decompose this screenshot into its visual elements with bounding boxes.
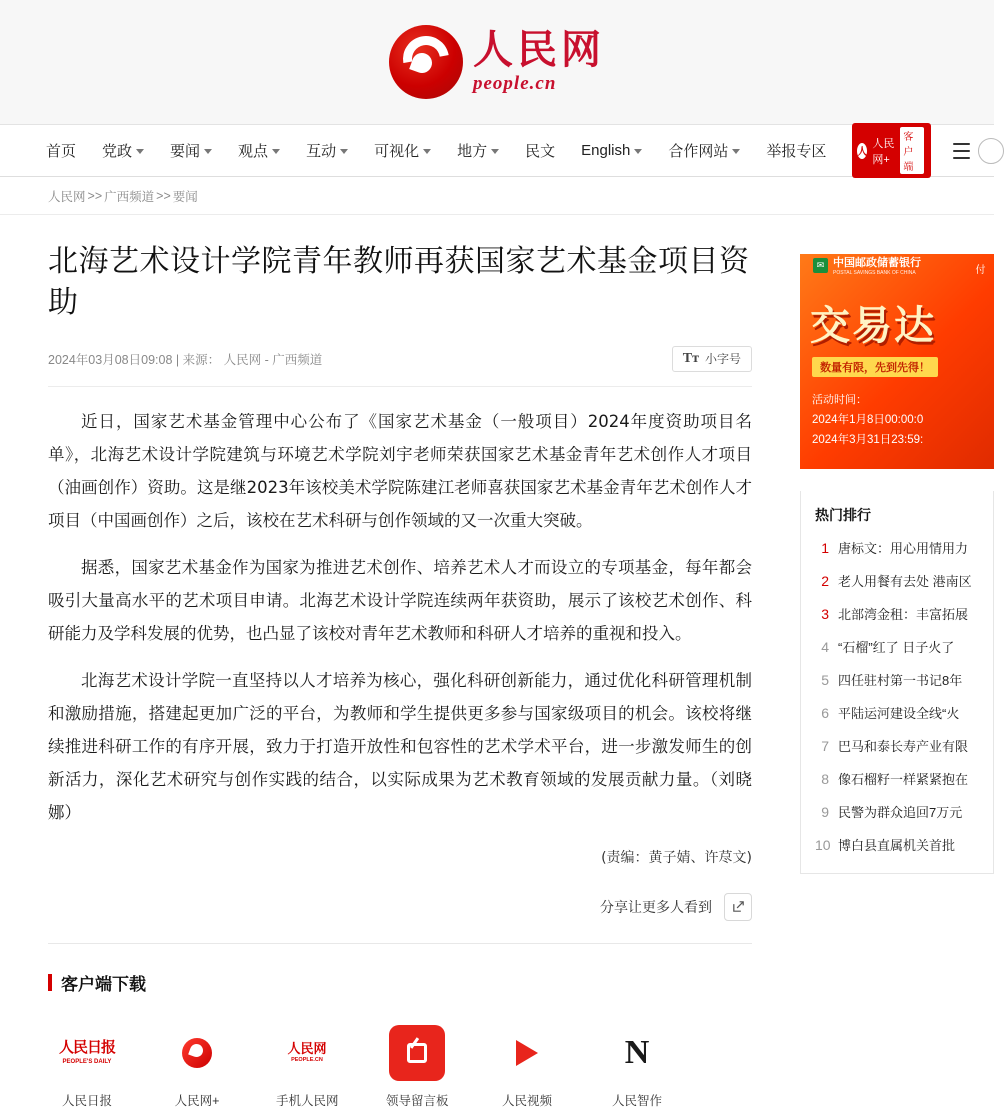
- list-item[interactable]: [801, 663, 993, 696]
- people-video-icon: [499, 1025, 555, 1081]
- nav-label: 要闻: [170, 143, 201, 160]
- hot-ranking-heading: 热门排行: [815, 508, 871, 524]
- site-logo[interactable]: [389, 25, 605, 99]
- article-date: 2024年03月08日09:08: [48, 352, 173, 367]
- list-item[interactable]: [801, 564, 993, 597]
- search-icon[interactable]: [978, 138, 1004, 164]
- app-badge-sub: 客户端: [900, 127, 924, 174]
- list-item[interactable]: [801, 729, 993, 762]
- font-size-button[interactable]: [672, 346, 752, 372]
- peoples-daily-icon: [59, 1025, 115, 1081]
- article-editor-line: (责编：黄子婧、许荩文): [601, 849, 752, 866]
- list-item[interactable]: [801, 696, 993, 729]
- chevron-down-icon: [634, 149, 642, 154]
- breadcrumb-separator: >>: [156, 188, 171, 203]
- breadcrumb: [0, 177, 994, 215]
- app-download-badge[interactable]: [852, 123, 931, 178]
- nav-item-7[interactable]: [525, 140, 555, 161]
- rank-number: 10: [815, 836, 831, 853]
- bank-logo-icon: ✉: [813, 258, 828, 273]
- nav-label: 互动: [306, 143, 337, 160]
- ad-bank-name: [813, 254, 994, 276]
- font-size-icon: Tᴛ: [682, 350, 699, 366]
- nav-label: 观点: [238, 143, 269, 160]
- article-paragraph: 据悉，国家艺术基金作为国家为推进艺术创作、培养艺术人才而设立的专项基金，每年都会吸引大量高水平的艺术项目申请。北海艺术设计学院连续两年获资助，展示了该校艺术创作、科研能力及学科发展的优势，也凸显了该校对青年艺术教师和科研人才培养的重视和投入。: [48, 557, 752, 643]
- sidebar-advertisement[interactable]: [800, 254, 994, 469]
- list-item[interactable]: [801, 531, 993, 564]
- download-item-label: 人民日报: [61, 1093, 112, 1108]
- chevron-down-icon: [732, 149, 740, 154]
- ad-time-end: 2024年3月31日23:59:: [812, 434, 924, 446]
- logo-title-cn: 人民网: [473, 27, 605, 73]
- list-item[interactable]: [801, 630, 993, 663]
- chevron-down-icon: [423, 149, 431, 154]
- list-item[interactable]: [801, 795, 993, 828]
- article-meta: [48, 350, 322, 368]
- download-item-label: 领导留言板: [386, 1093, 449, 1108]
- sidebar: [800, 215, 994, 1109]
- download-item-mobile-people[interactable]: [276, 1025, 338, 1109]
- nav-item-0[interactable]: [46, 140, 76, 161]
- page-title: 北海艺术设计学院青年教师再获国家艺术基金项目资助: [48, 244, 750, 321]
- rank-number: 8: [821, 770, 829, 787]
- meta-divider: |: [175, 352, 180, 367]
- rank-number: 6: [821, 704, 829, 721]
- share-icon[interactable]: [724, 893, 752, 921]
- download-item-people-plus[interactable]: [166, 1025, 228, 1109]
- share-row: [48, 893, 752, 944]
- breadcrumb-separator: >>: [87, 188, 103, 203]
- rank-number: 4: [821, 638, 829, 655]
- download-heading-label: 客户端下载: [61, 974, 146, 995]
- app-badge-label: 人民网+: [872, 137, 895, 166]
- download-item-peoples-daily[interactable]: [56, 1025, 118, 1109]
- article-source: 人民网 - 广西频道: [223, 352, 323, 367]
- rank-title: 老人用餐有去处 港南区: [838, 574, 972, 589]
- logo-text: [473, 29, 605, 95]
- hot-ranking-list: [801, 531, 993, 861]
- nav-item-3[interactable]: [238, 140, 280, 161]
- mobile-people-icon: [279, 1025, 335, 1081]
- download-item-people-video[interactable]: [496, 1025, 558, 1109]
- rank-title: 巴马和泰长寿产业有限: [838, 739, 969, 754]
- chevron-down-icon: [340, 149, 348, 154]
- icon-glyph-main: 人民日报: [59, 1039, 116, 1057]
- nav-label: 合作网站: [668, 143, 729, 160]
- font-size-label: 小字号: [704, 352, 741, 367]
- rank-title: 四任驻村第一书记8年: [838, 673, 963, 688]
- list-item[interactable]: [801, 762, 993, 795]
- nav-item-6[interactable]: [457, 140, 499, 161]
- breadcrumb-item-1[interactable]: 广西频道: [104, 189, 155, 204]
- page-content: [0, 215, 994, 1109]
- source-label: 来源：: [182, 352, 221, 367]
- nav-label: 举报专区: [766, 143, 827, 160]
- chevron-down-icon: [204, 149, 212, 154]
- nav-item-1[interactable]: [102, 140, 144, 161]
- download-item-label: 人民视频: [501, 1093, 552, 1108]
- rank-title: “石榴”红了 日子火了: [838, 640, 955, 655]
- icon-glyph-sub: PEOPLE'S DAILY: [62, 1058, 112, 1065]
- rank-title: 像石榴籽一样紧紧抱在: [838, 772, 969, 787]
- nav-label: 首页: [46, 143, 77, 160]
- ad-time-start: 2024年1月8日00:00:0: [812, 414, 924, 426]
- client-download-section: [48, 944, 752, 1109]
- article-meta-row: [48, 346, 752, 387]
- download-heading: [48, 970, 752, 995]
- people-plus-icon: [169, 1025, 225, 1081]
- rank-title: 博白县直属机关首批: [838, 838, 956, 853]
- nav-label: 民文: [525, 143, 556, 160]
- article-column: [0, 215, 800, 1109]
- chevron-down-icon: [272, 149, 280, 154]
- heading-accent-bar: [48, 974, 52, 991]
- download-item-message-board[interactable]: [386, 1025, 448, 1109]
- chevron-down-icon: [491, 149, 499, 154]
- rank-number: 5: [821, 671, 829, 688]
- chevron-down-icon: [136, 149, 144, 154]
- list-item[interactable]: [801, 828, 993, 861]
- main-navigation: [0, 125, 994, 177]
- ad-ribbon: 数量有限，先到先得！: [812, 357, 938, 377]
- site-masthead: [0, 0, 994, 125]
- ad-side-text: 付: [973, 264, 984, 274]
- rank-number: 3: [821, 605, 829, 622]
- share-label: 分享让更多人看到: [600, 898, 712, 915]
- rank-number: 1: [821, 539, 829, 556]
- ad-bank-label: 中国邮政储蓄银行: [833, 257, 921, 269]
- rank-title: 北部湾金租：丰富拓展: [838, 607, 969, 622]
- people-app-icon: 人: [857, 143, 867, 159]
- nav-item-5[interactable]: [374, 140, 431, 161]
- nav-item-9[interactable]: [668, 140, 740, 161]
- ad-headline: 交易达: [810, 303, 936, 349]
- article-paragraph: 北海艺术设计学院一直坚持以人才培养为核心，强化科研创新能力，通过优化科研管理机制和激励措施，搭建起更加广泛的平台，为教师和学生提供更多参与国家级项目的机会。该校将继续推进科研工作的有序开展，致力于打造开放性和包容性的艺术学术平台，进一步激发师生的创新活力，深化艺术研究与创作实践的结合，以实际成果为艺术教育领域的发展贡献力量。（刘晓娜）: [48, 670, 752, 822]
- ad-time: [812, 391, 994, 447]
- rank-title: 平陆运河建设全线“火: [838, 706, 960, 721]
- nav-label: 地方: [457, 143, 488, 160]
- download-item-people-zhizuo[interactable]: [606, 1025, 668, 1109]
- download-item-label: 人民智作: [611, 1093, 662, 1108]
- people-logo-icon: [389, 25, 463, 99]
- article-body: [48, 405, 752, 829]
- download-items: [48, 1025, 752, 1109]
- rank-number: 7: [821, 737, 829, 754]
- icon-glyph-main: 人民网: [287, 1041, 327, 1057]
- menu-icon[interactable]: [953, 143, 970, 159]
- logo-title-en: people.cn: [473, 73, 557, 94]
- message-board-icon: [389, 1025, 445, 1081]
- rank-title: 民警为群众追回7万元: [838, 805, 963, 820]
- rank-number: 9: [821, 803, 829, 820]
- people-zhizuo-icon: N: [609, 1025, 665, 1081]
- download-item-label: 人民网+: [174, 1093, 220, 1108]
- nav-label: 党政: [102, 143, 133, 160]
- nav-item-4[interactable]: [306, 140, 348, 161]
- hot-ranking-panel: [800, 491, 994, 874]
- ad-time-label: 活动时间：: [812, 394, 867, 406]
- ad-bank-label-en: POSTAL SAVINGS BANK OF CHINA: [833, 270, 916, 276]
- nav-label: 可视化: [374, 143, 420, 160]
- breadcrumb-item-2[interactable]: 要闻: [172, 189, 198, 204]
- nav-item-10[interactable]: [766, 140, 826, 161]
- nav-item-8[interactable]: [581, 142, 642, 159]
- icon-glyph-sub: PEOPLE.CN: [291, 1057, 323, 1064]
- article-paragraph: 近日，国家艺术基金管理中心公布了《国家艺术基金（一般项目）2024年度资助项目名单》，北海艺术设计学院建筑与环境艺术学院刘宇老师荣获国家艺术基金青年艺术创作人才项目（油画创作）资助。这是继2023年该校美术学院陈建江老师喜获国家艺术基金青年艺术创作人才项目（中国画创作）之后，该校在艺术科研与创作领域的又一次重大突破。: [48, 411, 752, 530]
- rank-title: 唐标文：用心用情用力: [838, 541, 969, 556]
- breadcrumb-item-0[interactable]: 人民网: [48, 189, 86, 204]
- list-item[interactable]: [801, 597, 993, 630]
- nav-label: English: [581, 142, 631, 159]
- rank-number: 2: [821, 572, 829, 589]
- nav-item-2[interactable]: [170, 140, 212, 161]
- download-item-label: 手机人民网: [276, 1093, 339, 1108]
